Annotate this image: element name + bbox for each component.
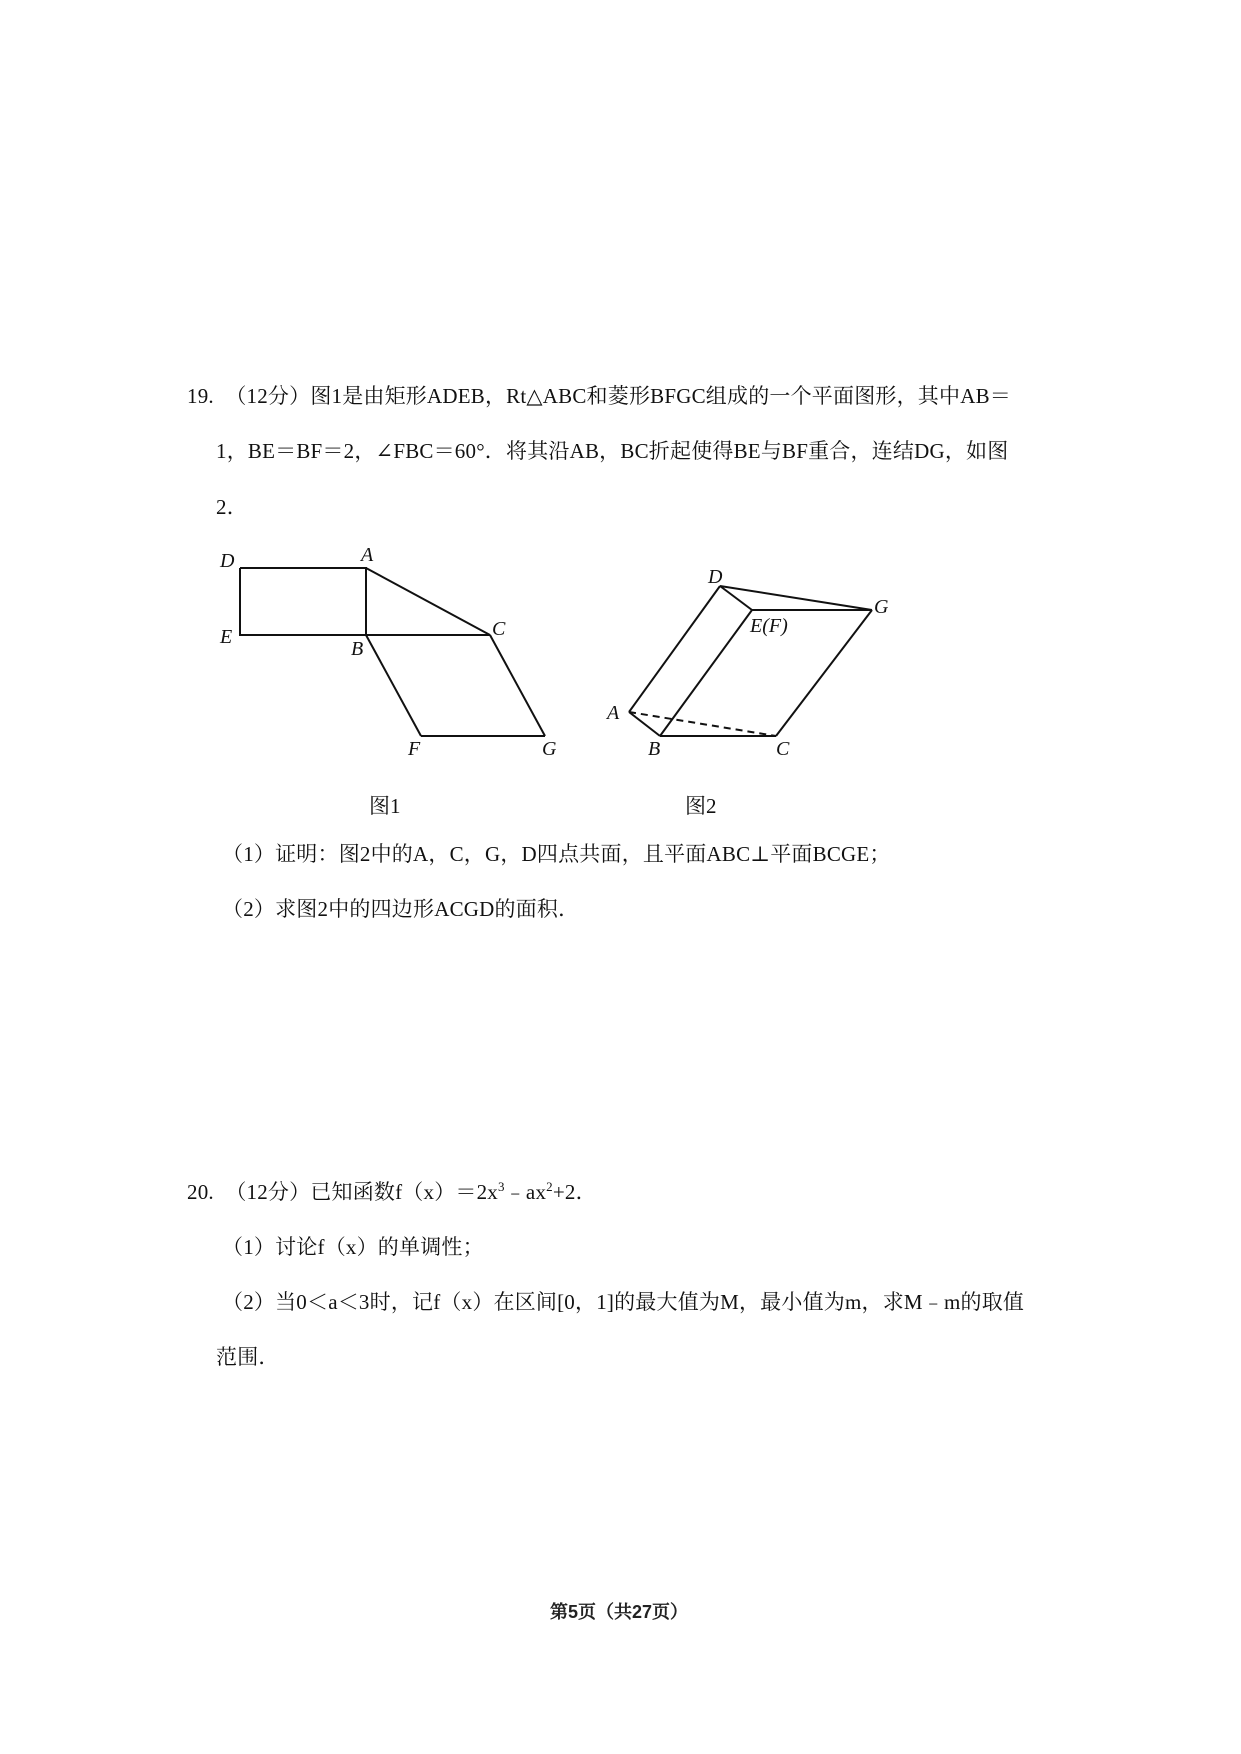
problem-19-line-3: 2． xyxy=(216,495,248,519)
fig1-label-c: C xyxy=(492,618,506,640)
fig2-label-g: G xyxy=(874,596,889,618)
figure-1-caption: 图1 xyxy=(369,794,401,818)
fig2-segment-cg xyxy=(776,610,872,736)
problem-20-exponent-1: 3 xyxy=(498,1179,505,1194)
page-number-footer: 第5页（共27页） xyxy=(550,1602,689,1622)
fig2-segment-eb xyxy=(660,610,752,736)
figure-2-caption: 图2 xyxy=(685,794,717,818)
segment-bf xyxy=(366,635,421,736)
fig1-label-a: A xyxy=(361,544,374,566)
fig2-label-ef: E(F) xyxy=(750,615,788,637)
fig2-label-c: C xyxy=(776,738,790,760)
problem-20-line-1 xyxy=(187,1176,597,1206)
problem-20-part-1: （1）讨论f（x）的单调性； xyxy=(222,1235,484,1259)
fig2-segment-ac-dashed xyxy=(629,712,776,736)
segment-ac xyxy=(366,568,490,635)
problem-19-stem-line-1: 图1是由矩形ADEB，Rt△ABC和菱形BFGC组成的一个平面图形，其中AB＝ xyxy=(310,384,1011,408)
problem-19-part-1: （1）证明：图2中的A，C，G，D四点共面，且平面ABC⊥平面BCGE； xyxy=(222,842,891,866)
fig2-label-b: B xyxy=(648,738,661,760)
rectangle-adeb xyxy=(240,568,366,635)
segment-cg xyxy=(490,635,545,736)
problem-20-part-2-line-2: 范围． xyxy=(216,1345,280,1369)
fig1-label-e: E xyxy=(220,626,233,648)
problem-20-part-2-line-1: （2）当0＜a＜3时，记f（x）在区间[0，1]的最大值为M，最小值为m，求M﹣m的取值 xyxy=(222,1290,1025,1314)
fig2-label-d: D xyxy=(708,566,723,588)
problem-20-stem-mid: ﹣ax xyxy=(504,1180,547,1204)
problem-19-score: （12分） xyxy=(225,384,311,408)
fig1-label-b: B xyxy=(351,638,364,660)
problem-20-stem-prefix: 已知函数f（x）＝2x xyxy=(310,1180,499,1204)
fig2-segment-da xyxy=(629,586,720,712)
problem-19-line-2: 1，BE＝BF＝2，∠FBC＝60°．将其沿AB，BC折起使得BE与BF重合，连结DG，如图 xyxy=(216,439,1009,463)
fig1-label-d: D xyxy=(220,550,235,572)
problem-20-score: （12分） xyxy=(225,1180,311,1204)
fig1-label-f: F xyxy=(408,738,421,760)
problem-19-part-2: （2）求图2中的四边形ACGD的面积． xyxy=(222,897,580,921)
problem-19-number: 19. xyxy=(187,384,214,408)
problem-20-exponent-2: 2 xyxy=(546,1179,553,1194)
problem-20-number: 20. xyxy=(187,1180,214,1204)
fig1-label-g: G xyxy=(542,738,557,760)
problem-20-stem-suffix: +2． xyxy=(552,1180,597,1204)
fig2-segment-dg xyxy=(720,586,872,610)
fig2-label-a: A xyxy=(607,702,620,724)
